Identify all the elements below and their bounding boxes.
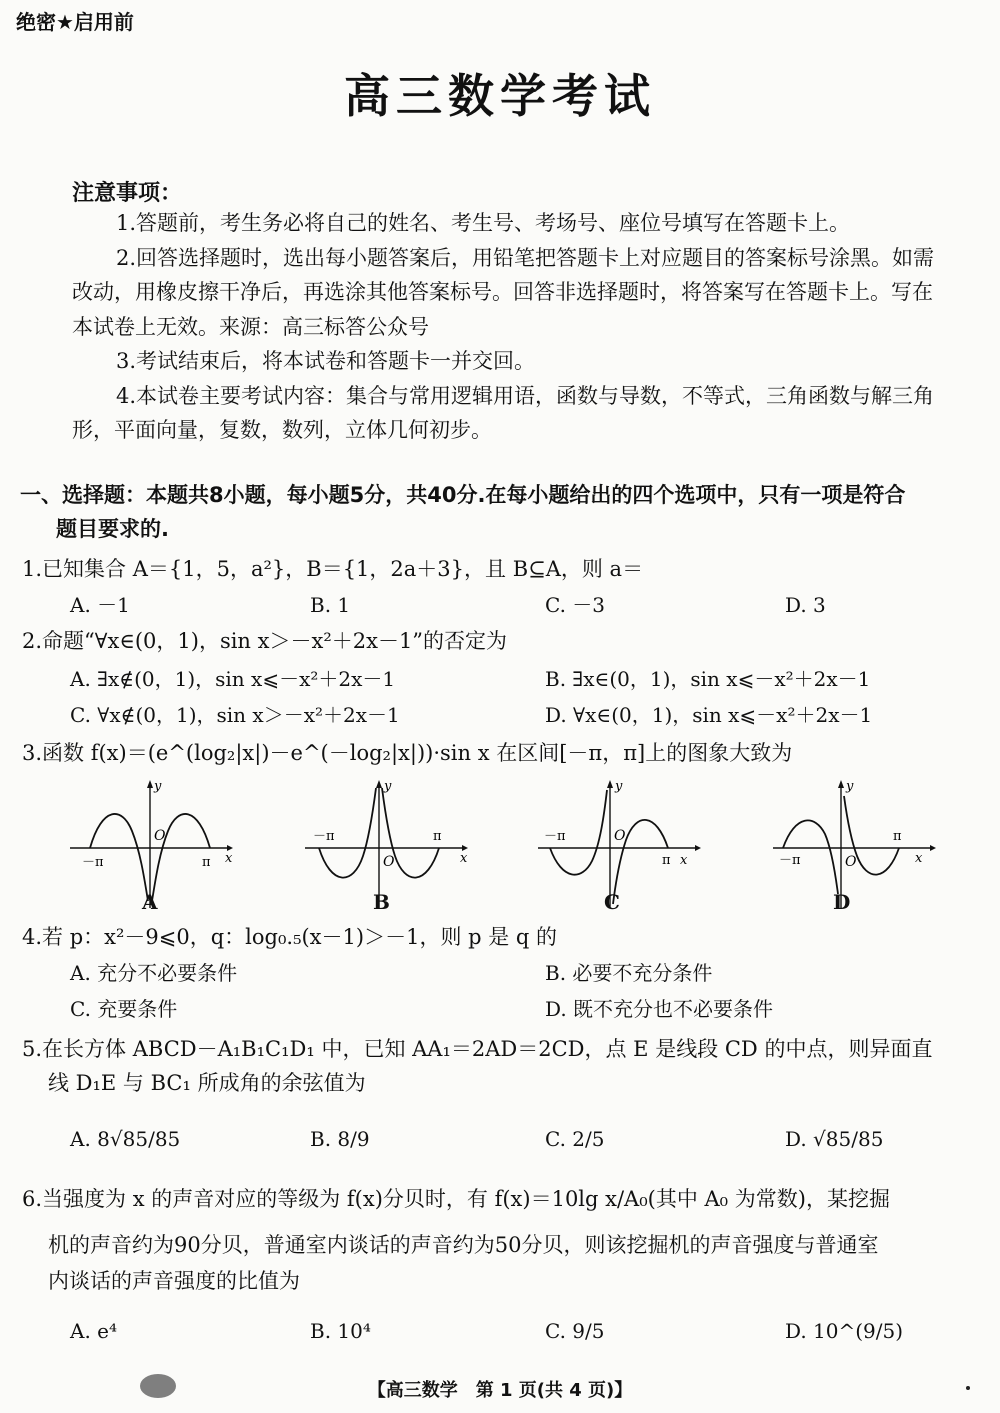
option-d: D. 10^(9/5) (785, 1319, 904, 1343)
pi-label: π (662, 853, 671, 868)
y-axis-label: y (846, 779, 854, 794)
y-axis-label: y (615, 779, 623, 794)
option-c: C. 9/5 (545, 1319, 605, 1343)
section-heading-line1: 一、选择题：本题共8小题，每小题5分，共40分.在每小题给出的四个选项中，只有一项是符合 (20, 483, 906, 507)
neg-pi-label: －π (779, 853, 801, 868)
option-c: C. 2/5 (545, 1127, 605, 1151)
option-a: A. 8√85/85 (70, 1127, 181, 1151)
origin-label: O (383, 854, 395, 870)
notice-item: 4.本试卷主要考试内容：集合与常用逻辑用语，函数与导数，不等式，三角函数与解三角形，平面向量，复数，数列，立体几何初步。 (72, 383, 935, 442)
option-d: D. 既不充分也不必要条件 (545, 997, 774, 1021)
question-2-stem: 2.命题“∀x∈(0，1)，sin x＞－x²＋2x－1”的否定为 (22, 629, 508, 653)
neg-pi-label: －π (544, 829, 566, 844)
question-5-stem-line1: 5.在长方体 ABCD－A₁B₁C₁D₁ 中，已知 AA₁＝2AD＝2CD，点 E 是线段 CD 的中点，则异面直 (22, 1037, 933, 1061)
question-6-stem-line1: 6.当强度为 x 的声音对应的等级为 f(x)分贝时，有 f(x)＝10lg x/A₀(其中 A₀ 为常数)，某挖掘 (22, 1187, 890, 1211)
graph-d-label: D (833, 890, 851, 914)
option-b: B. ∃x∈(0，1)，sin x⩽－x²＋2x－1 (545, 667, 871, 691)
option-c: C. －3 (545, 593, 606, 617)
option-a: A. 充分不必要条件 (70, 961, 238, 985)
option-b: B. 10⁴ (310, 1319, 371, 1343)
graph-b-label: B (373, 890, 390, 914)
question-5-stem-line2: 线 D₁E 与 BC₁ 所成角的余弦值为 (48, 1071, 366, 1095)
graph-d (765, 776, 940, 916)
origin-label: O (845, 854, 857, 870)
origin-label: O (154, 828, 166, 844)
question-1-stem: 1.已知集合 A＝{1，5，a²}，B＝{1，2a＋3}，且 B⊆A，则 a＝ (22, 557, 644, 581)
x-axis-label: x (915, 851, 923, 866)
x-axis-label: x (680, 853, 688, 868)
page-footer: 【高三数学 第 1 页(共 4 页)】 (367, 1380, 633, 1401)
corner-dot (966, 1386, 970, 1390)
section-heading-line2: 题目要求的. (56, 517, 169, 541)
graph-a-label: A (142, 890, 158, 914)
option-a: A. e⁴ (70, 1319, 118, 1343)
notice-item: 2.回答选择题时，选出每小题答案后，用铅笔把答题卡上对应题目的答案标号涂黑。如需改动，用橡皮擦干净后，再选涂其他答案标号。回答非选择题时，将答案写在答题卡上。写在本试卷上无效。来源：高三标答公众号 (72, 245, 935, 339)
option-c: C. 充要条件 (70, 997, 178, 1021)
option-b: B. 1 (310, 593, 351, 617)
x-axis-label: x (460, 851, 468, 866)
option-d: D. ∀x∈(0，1)，sin x⩽－x²＋2x－1 (545, 703, 873, 727)
neg-pi-label: －π (313, 829, 335, 844)
option-a: A. －1 (70, 593, 130, 617)
pi-label: π (202, 855, 211, 870)
pi-label: π (893, 829, 902, 844)
question-6-stem-line2: 机的声音约为90分贝，普通室内谈话的声音约为50分贝，则该挖掘机的声音强度与普通室 (48, 1233, 879, 1257)
notice-item: 3.考试结束后，将本试卷和答题卡一并交回。 (116, 349, 536, 373)
page-title: 高三数学考试 (344, 69, 656, 123)
y-axis-label: y (384, 779, 392, 794)
notice-list (72, 206, 952, 448)
notice-item: 1.答题前，考生务必将自己的姓名、考生号、考场号、座位号填写在答题卡上。 (116, 211, 851, 235)
option-c: C. ∀x∉(0，1)，sin x＞－x²＋2x－1 (70, 703, 400, 727)
option-d: D. 3 (785, 593, 826, 617)
x-axis-label: x (225, 851, 233, 866)
question-6-stem-line3: 内谈话的声音强度的比值为 (48, 1269, 300, 1293)
origin-label: O (614, 828, 626, 844)
notice-heading: 注意事项： (72, 181, 183, 206)
option-a: A. ∃x∉(0，1)，sin x⩽－x²＋2x－1 (70, 667, 396, 691)
option-b: B. 必要不充分条件 (545, 961, 713, 985)
graph-c-label: C (604, 890, 620, 914)
section-heading (20, 478, 985, 546)
y-axis-label: y (154, 779, 162, 794)
confidential-label: 绝密★启用前 (16, 10, 134, 34)
option-d: D. √85/85 (785, 1127, 884, 1151)
question-4-stem: 4.若 p：x²－9⩽0，q：log₀.₅(x－1)＞－1，则 p 是 q 的 (22, 925, 558, 949)
pi-label: π (433, 829, 442, 844)
question-3-stem: 3.函数 f(x)＝(e^(log₂|x|)－e^(－log₂|x|))·sin x 在区间[－π，π]上的图象大致为 (22, 741, 793, 765)
neg-pi-label: －π (82, 855, 104, 870)
option-b: B. 8/9 (310, 1127, 370, 1151)
